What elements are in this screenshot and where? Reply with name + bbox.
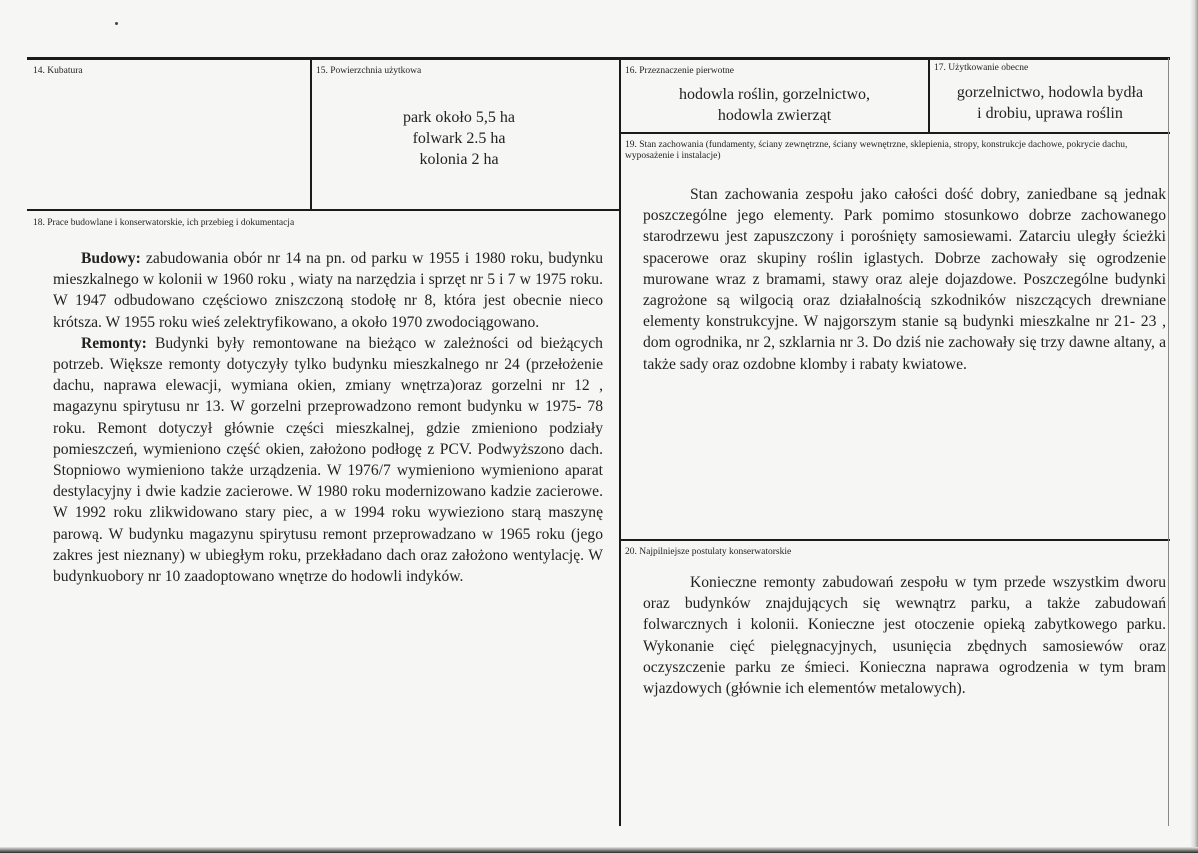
col-divider-16-17 <box>928 58 930 134</box>
budowy-paragraph <box>53 248 603 333</box>
area-folwark: folwark 2.5 ha <box>412 130 506 147</box>
field-19-text: Stan zachowania zespołu jako całości dość dobry, zaniedbane są jednak poszczególne jego elementy. Park pomimo stosunkowo dobrze zachowanego starodrzewu jest zapuszczony i porośnięty samosiewami. Zatarciu uległy ścieżki spacerowe oraz skupiny roślin iglastych. Dobrze zachowały się ogrodzenie murowane wraz z bramami, stawy oraz aleje dojazdowe. Poszczególne budynki zagrożone są wilgocią oraz działalnością szkodników niszczących drewniane elementy konstrukcyjne. W najgorszym stanie są budynki mieszkalne nr 21- 23 , dom ogrodnika, nr 2, szklarnia nr 3. Do dziś nie zachowały się trzy dawne altany, a także sady oraz ozdobne klomby i rabaty kwiatowe. <box>643 186 1166 373</box>
field-18-label: 18. Prace budowlane i konserwatorskie, ich przebieg i dokumentacja <box>33 218 295 228</box>
field-17-line-2: i drobiu, uprawa roślin <box>977 105 1123 122</box>
field-16-line-1: hodowla roślin, gorzelnictwo, <box>678 86 871 103</box>
budowy-heading: Budowy: <box>81 250 141 267</box>
field-16-value <box>622 84 927 126</box>
field-17-value <box>932 82 1168 124</box>
right-border <box>1168 58 1169 826</box>
remonty-heading: Remonty: <box>81 334 147 352</box>
col-divider-main <box>619 58 621 826</box>
area-park: park około 5,5 ha <box>403 109 515 126</box>
field-16-line-2: hodowla zwierząt <box>717 107 832 124</box>
field-18-body <box>53 248 603 587</box>
right-row-rule-2 <box>620 539 1170 541</box>
field-20-text: Konieczne remonty zabudowań zespołu w tym przede wszystkim dworu oraz budynków znajdujących się wewnątrz parku, a także zabudowań folwarcznych i kolonii. Konieczne jest otoczenie opieką zabytkowego parku. Wykonanie cięć pielęgnacyjnych, usunięcia zbędnych samosiewów oraz oczyszczenie parku ze śmieci. Konieczna naprawa ogrodzenia w tym bram wjazdowych (głównie ich elementów metalowych). <box>643 574 1166 698</box>
scan-edge-right <box>1190 0 1198 853</box>
field-14-label: 14. Kubatura <box>33 66 83 76</box>
stray-mark <box>115 22 118 25</box>
field-17-line-1: gorzelnictwo, hodowla bydła <box>956 84 1144 101</box>
left-row-rule <box>27 209 619 211</box>
budowy-text: zabudowania obór nr 14 na pn. od parku w 1955 i 1980 roku, budynku mieszkalnego w kolonii w 1960 roku , wiaty na narzędzia i sprzęt nr 5 i 7 w 1975 roku. W 1947 odbudowano częściowo zniszczoną stodołę nr 8, która jest obecnie nieco krótsza. W 1955 roku wieś zelektryfikowano, a około 1970 zwodociągowano. <box>53 250 604 331</box>
field-19-body <box>643 184 1166 375</box>
field-17-label: 17. Użytkowanie obecne <box>934 63 1029 73</box>
field-15-value <box>312 107 606 170</box>
scan-edge-bottom <box>0 847 1198 853</box>
field-20-label: 20. Najpilniejsze postulaty konserwatorskie <box>625 547 792 557</box>
field-19-label: 19. Stan zachowania (fundamenty, ściany zewnętrzne, ściany wewnętrzne, sklepienia, stropy, konstrukcje dachowe, pokrycie dachu, wyposażenie i instalacje) <box>625 140 1128 161</box>
area-kolonia: kolonia 2 ha <box>419 151 499 168</box>
field-16-label: 16. Przeznaczenie pierwotne <box>625 66 734 76</box>
field-15-label: 15. Powierzchnia użytkowa <box>316 66 422 76</box>
remonty-text: Budynki były remontowane na bieżąco w zależności od bieżących potrzeb. Większe remonty dotyczyły tylko budynku mieszkalnego nr 24 (przełożenie dachu, naprawa elewacji, wymiana okien, zmiany wnętrza)oraz gorzelni nr 12 , magazynu spirytusu nr 13. W gorzelni przeprowadzono remont budynku w 1975- 78 roku. Remont dotyczył głównie części mieszkalnej, gdzie zmieniono podziały pomieszczeń, wymieniono część okien, założono podłogę z PCV. Podwyższono dach. Stopniowo wymieniono także urządzenia. W 1976/7 wymieniono wymieniono aparat destylacyjny i dwie kadzie zacierowe. W 1980 roku modernizowano kadzie zacierowe. W 1992 roku zlikwidowano stary piec, a w 1994 roku wywieziono starą maszynę parową. W budynku magazynu spirytusu remont przeprowadzano w 1965 roku (jego zakres jest nieznany) w ubiegłym roku, przekładano dach oraz założono wentylację. W budynkuobory nr 10 zaadoptowano wnętrze do hodowli indyków. <box>53 334 603 586</box>
field-20-body <box>643 572 1166 699</box>
right-row-rule-1 <box>620 132 1170 134</box>
top-rule <box>27 57 1170 60</box>
remonty-paragraph <box>53 333 603 587</box>
